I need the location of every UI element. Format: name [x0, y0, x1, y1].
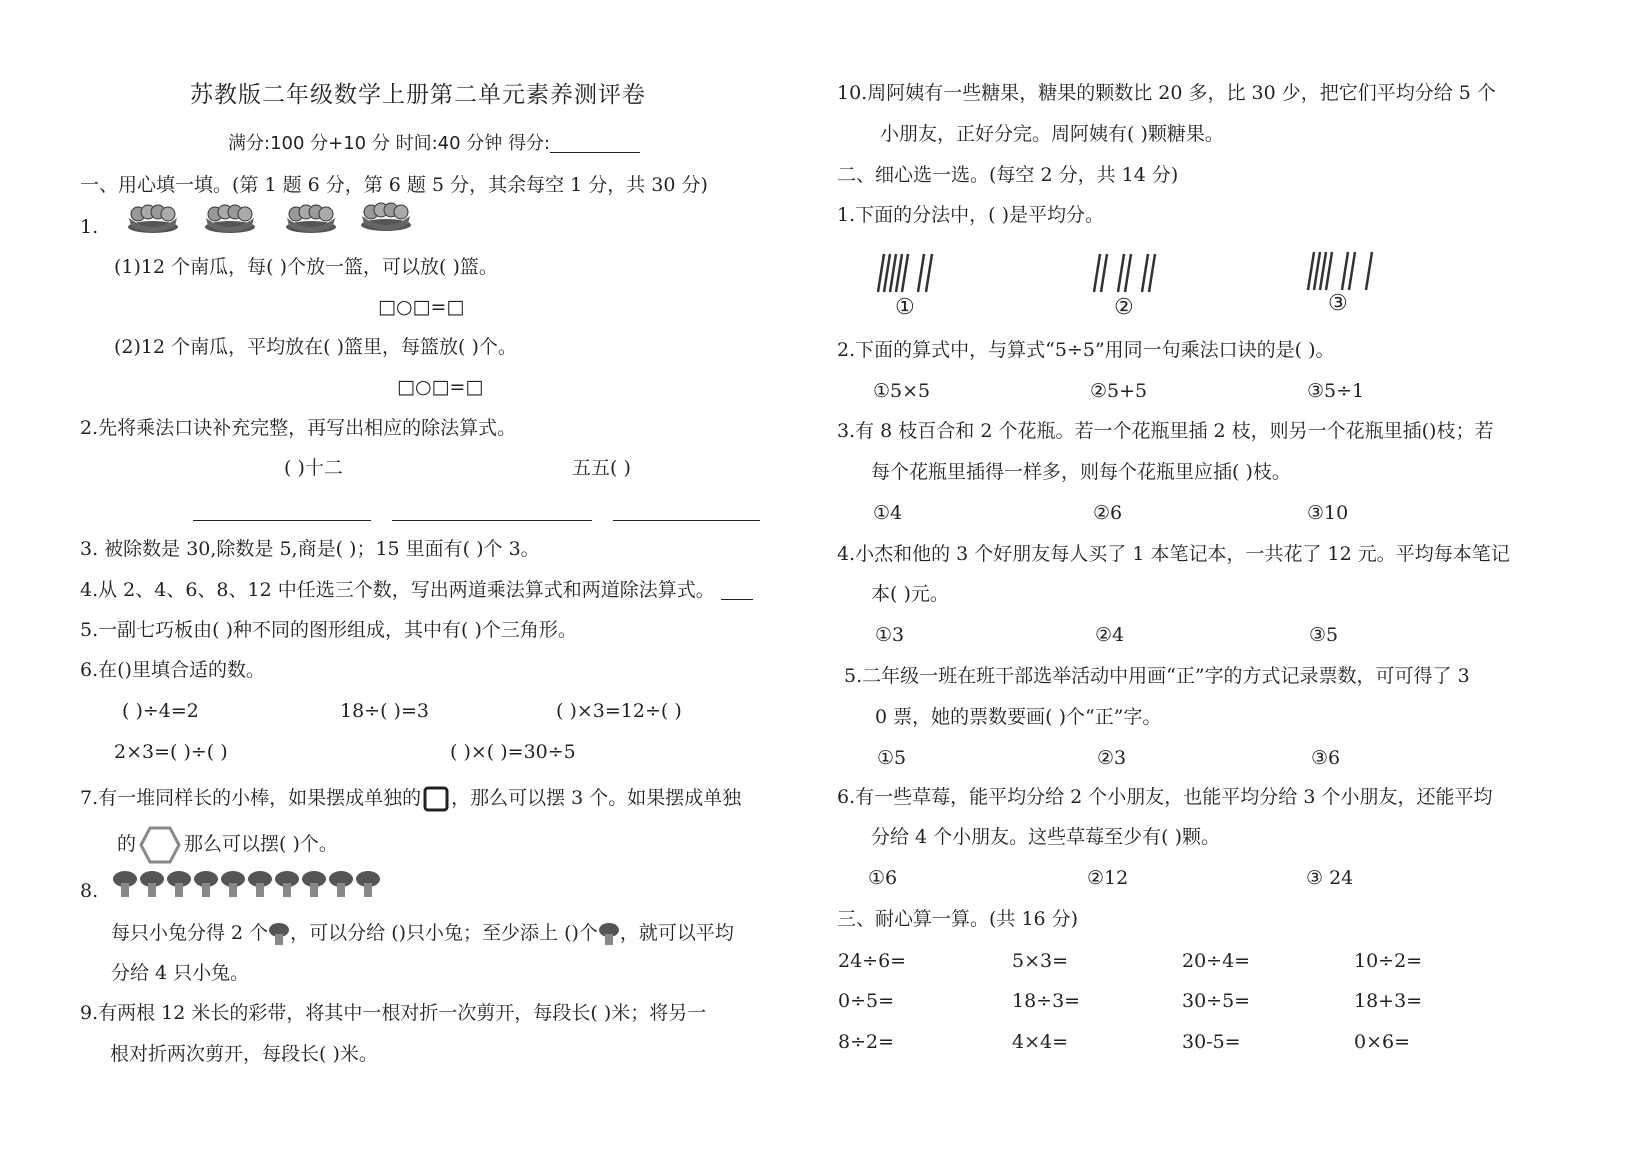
page-title: 苏教版二年级数学上册第二单元素养测评卷 — [190, 82, 646, 108]
q6-item[interactable]: 18÷( )=3 — [340, 700, 429, 722]
q10-line-2: 小朋友，正好分完。周阿姨有( )颗糖果。 — [880, 123, 1224, 145]
q4-label: 4.从 2、4、6、8、12 中任选三个数，写出两道乘法算式和两道除法算式。 — [80, 579, 715, 601]
calc-item[interactable]: 4×4= — [1012, 1031, 1069, 1053]
c6-line-1: 6.有一些草莓，能平均分给 2 个小朋友，也能平均分给 3 个小朋友，还能平均 — [837, 786, 1493, 808]
c3-option[interactable]: ①4 — [873, 502, 903, 524]
c2-option[interactable]: ②5+5 — [1090, 380, 1148, 402]
calc-item[interactable]: 18+3= — [1354, 990, 1423, 1012]
q1-number: 1. — [80, 216, 99, 238]
calc-item[interactable]: 18÷3= — [1012, 990, 1081, 1012]
hexagon-icon — [139, 826, 181, 864]
c6-option[interactable]: ②12 — [1087, 867, 1129, 889]
c4-line-1: 4.小杰和他的 3 个好朋友每人买了 1 本笔记本，一共花了 12 元。平均每本笔记 — [837, 543, 1510, 565]
c3-line-1: 3.有 8 枝百合和 2 个花瓶。若一个花瓶里插 2 枝，则另一个花瓶里插()枝；若 — [837, 420, 1494, 442]
section-3-header: 三、耐心算一算。(共 16 分) — [837, 908, 1079, 930]
calc-item[interactable]: 24÷6= — [838, 950, 907, 972]
q9-line-2: 根对折两次剪开，每段长( )米。 — [110, 1043, 378, 1065]
q7-line-2 — [117, 826, 338, 864]
c1-text: 1.下面的分法中，( )是平均分。 — [837, 204, 1104, 226]
stick-group-icon — [1090, 252, 1166, 294]
c5-option[interactable]: ③6 — [1311, 747, 1341, 769]
q9-line-1: 9.有两根 12 米长的彩带，将其中一根对折一次剪开，每段长( )米；将另一 — [80, 1002, 707, 1024]
q6-item[interactable]: 2×3=( )÷( ) — [114, 741, 228, 763]
c5-line-1: 5.二年级一班在班干部选举活动中用画“正”字的方式记录票数，可可得了 3 — [844, 665, 1470, 687]
q8-text-a: 每只小兔分得 2 个 — [111, 922, 269, 944]
c1-option-label[interactable]: ② — [1114, 295, 1134, 320]
c4-option[interactable]: ③5 — [1309, 624, 1339, 646]
c2-option[interactable]: ③5÷1 — [1307, 380, 1365, 402]
pumpkin-basket-icon — [359, 198, 413, 232]
q1-part-2-equation[interactable]: □○□=□ — [397, 376, 484, 398]
c1-option-label[interactable]: ③ — [1328, 291, 1348, 316]
q7-text-c: 的 — [117, 833, 137, 855]
c5-option[interactable]: ①5 — [877, 747, 907, 769]
pumpkin-basket-icon — [284, 200, 338, 234]
mushroom-icon — [598, 922, 620, 946]
calc-item[interactable]: 0÷5= — [838, 990, 895, 1012]
mushroom-row — [112, 869, 388, 899]
calc-item[interactable]: 10÷2= — [1354, 950, 1423, 972]
pumpkin-basket-icon — [126, 200, 180, 234]
c3-option[interactable]: ②6 — [1093, 502, 1123, 524]
c2-option[interactable]: ①5×5 — [873, 380, 931, 402]
c6-line-2: 分给 4 个小朋友。这些草莓至少有( )颗。 — [871, 826, 1221, 848]
c4-option[interactable]: ②4 — [1095, 624, 1125, 646]
q2-text: 2.先将乘法口诀补充完整，再写出相应的除法算式。 — [80, 417, 517, 439]
q2-rhyme-b: 五五( ) — [572, 457, 631, 479]
section-1-header: 一、用心填一填。(第 1 题 6 分，第 6 题 5 分，其余每空 1 分，共 30 分) — [80, 174, 708, 196]
q7-text-d: 那么可以摆( )个。 — [184, 833, 338, 855]
stick-group-icon — [1304, 250, 1380, 292]
calc-item[interactable]: 30÷5= — [1182, 990, 1251, 1012]
q6-item[interactable]: ( )×( )=30÷5 — [450, 741, 576, 763]
q8-line-2: 分给 4 只小兔。 — [111, 962, 250, 984]
calc-item[interactable]: 30-5= — [1182, 1031, 1241, 1053]
calc-item[interactable]: 5×3= — [1012, 950, 1069, 972]
q8-text-c: ，就可以平均 — [619, 922, 734, 944]
q7-line-1 — [80, 786, 741, 812]
q4-blank[interactable] — [721, 585, 753, 600]
c2-text: 2.下面的算式中，与算式“5÷5”用同一句乘法口诀的是( )。 — [837, 339, 1335, 361]
q1-part-1-equation[interactable]: □○□=□ — [378, 296, 465, 318]
q6-item[interactable]: ( )×3=12÷( ) — [556, 700, 682, 722]
stick-group-icon — [872, 252, 942, 294]
c4-option[interactable]: ①3 — [875, 624, 905, 646]
q1-part-1: (1)12 个南瓜，每( )个放一篮，可以放( )篮。 — [114, 256, 498, 278]
mushroom-icon — [113, 871, 137, 897]
c3-option[interactable]: ③10 — [1307, 502, 1349, 524]
c4-line-2: 本( )元。 — [871, 583, 949, 605]
q7-text-a: 7.有一堆同样长的小棒，如果摆成单独的 — [80, 787, 422, 809]
answer-line[interactable] — [613, 520, 760, 521]
c6-option[interactable]: ①6 — [868, 867, 898, 889]
answer-line[interactable] — [392, 520, 592, 521]
c5-line-2: 0 票，她的票数要画( )个“正”字。 — [875, 706, 1162, 728]
q10-line-1: 10.周阿姨有一些糖果，糖果的颗数比 20 多，比 30 少，把它们平均分给 5 个 — [837, 82, 1496, 104]
calc-item[interactable]: 0×6= — [1354, 1031, 1411, 1053]
answer-line[interactable] — [193, 520, 371, 521]
q4-text — [80, 581, 753, 600]
square-icon — [423, 786, 449, 812]
calc-item[interactable]: 20÷4= — [1182, 950, 1251, 972]
pumpkin-basket-icon — [203, 200, 257, 234]
q8-line-1 — [111, 922, 734, 946]
q8-number: 8. — [80, 880, 99, 902]
calc-item[interactable]: 8÷2= — [838, 1031, 895, 1053]
q2-rhyme-a: ( )十二 — [284, 457, 343, 479]
c3-line-2: 每个花瓶里插得一样多，则每个花瓶里应插( )枝。 — [871, 461, 1291, 483]
q6-item[interactable]: ( )÷4=2 — [122, 700, 199, 722]
q1-part-2: (2)12 个南瓜，平均放在( )篮里，每篮放( )个。 — [114, 336, 517, 358]
c5-option[interactable]: ②3 — [1097, 747, 1127, 769]
q7-text-b: ，那么可以摆 3 个。如果摆成单独 — [451, 787, 742, 809]
q8-text-b: ，可以分给 ()只小兔；至少添上 ()个 — [290, 922, 598, 944]
section-2-header: 二、细心选一选。(每空 2 分，共 14 分) — [837, 164, 1179, 186]
c6-option[interactable]: ③ 24 — [1306, 867, 1354, 889]
subtitle — [228, 135, 640, 153]
q6-text: 6.在()里填合适的数。 — [80, 659, 265, 681]
c1-option-label[interactable]: ① — [895, 295, 915, 320]
score-blank[interactable] — [550, 138, 640, 153]
q5-text: 5.一副七巧板由( )种不同的图形组成，其中有( )个三角形。 — [80, 619, 577, 641]
q3-text: 3. 被除数是 30,除数是 5,商是( )；15 里面有( )个 3。 — [80, 538, 540, 560]
mushroom-icon — [268, 922, 290, 946]
subtitle-text: 满分:100 分+10 分 时间:40 分钟 得分: — [228, 133, 551, 154]
